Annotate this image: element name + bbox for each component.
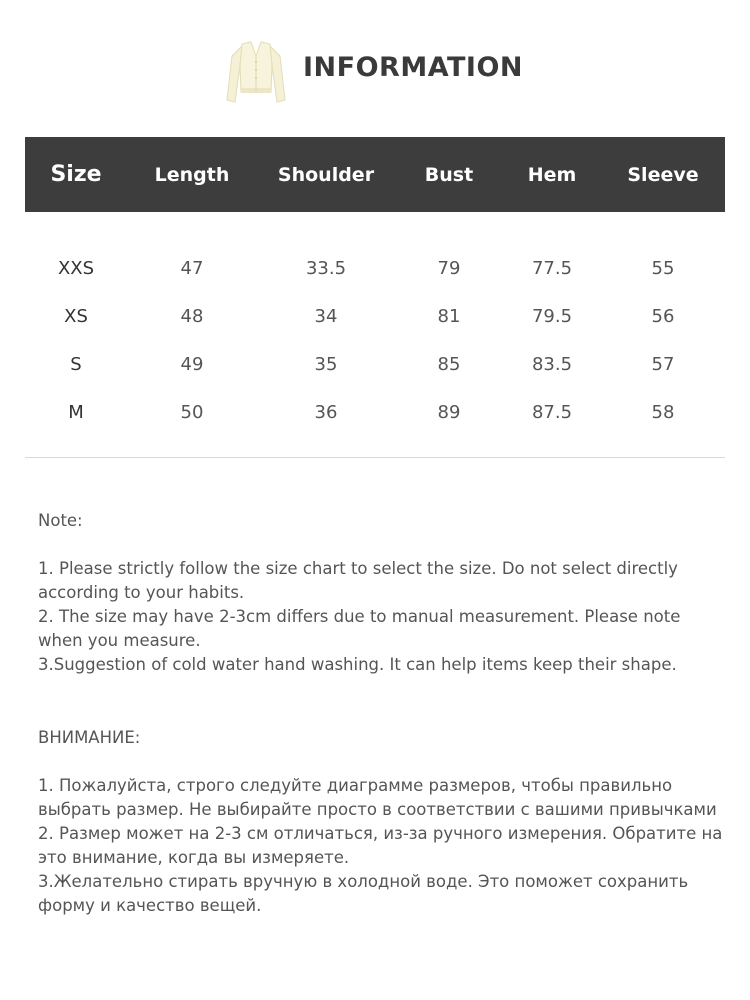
table-row bbox=[25, 340, 725, 388]
header bbox=[0, 30, 750, 110]
table-cell: 56 bbox=[651, 305, 675, 327]
table-cell: 35 bbox=[314, 353, 338, 375]
column-header-bust: Bust bbox=[424, 163, 474, 186]
table-cell: 89 bbox=[437, 401, 461, 423]
note-item: 2. Размер может на 2-3 см отличаться, из-за ручного измерения. Обратите на это внимание, когда вы измеряете. bbox=[38, 824, 723, 867]
table-cell: 55 bbox=[651, 257, 675, 279]
table-row bbox=[25, 244, 725, 292]
table-cell: 33.5 bbox=[305, 257, 347, 279]
table-cell: XS bbox=[64, 305, 88, 327]
notes-english bbox=[38, 509, 728, 677]
table-cell: 47 bbox=[180, 257, 204, 279]
table-cell: 49 bbox=[180, 353, 204, 375]
note-item: 3.Желательно стирать вручную в холодной воде. Это поможет сохранить форму и качество вещей. bbox=[38, 872, 689, 915]
column-header-sleeve: Sleeve bbox=[627, 163, 699, 186]
note-item: 3.Suggestion of cold water hand washing. It can help items keep their shape. bbox=[38, 655, 677, 674]
column-header-size: Size bbox=[50, 162, 102, 187]
column-header-shoulder: Shoulder bbox=[277, 163, 375, 186]
table-cell: 48 bbox=[180, 305, 204, 327]
note-item: 2. The size may have 2-3cm differs due to manual measurement. Please note when you measure. bbox=[38, 607, 681, 650]
table-cell: 34 bbox=[314, 305, 338, 327]
notes-heading: ВНИМАНИЕ: bbox=[38, 728, 141, 747]
table-cell: 50 bbox=[180, 401, 204, 423]
section-divider bbox=[25, 457, 725, 458]
note-item: 1. Пожалуйста, строго следуйте диаграмме размеров, чтобы правильно выбрать размер. Не выбирайте просто в соответствии с вашими привычками bbox=[38, 776, 717, 819]
table-body bbox=[25, 212, 725, 436]
notes-russian bbox=[38, 726, 728, 918]
table-cell: S bbox=[70, 353, 82, 375]
table-cell: 79 bbox=[437, 257, 461, 279]
table-cell: 87.5 bbox=[531, 401, 573, 423]
size-table bbox=[25, 137, 725, 436]
notes-heading: Note: bbox=[38, 511, 83, 530]
table-cell: 79.5 bbox=[531, 305, 573, 327]
column-header-hem: Hem bbox=[527, 163, 577, 186]
table-row bbox=[25, 388, 725, 436]
table-cell: XXS bbox=[57, 257, 95, 279]
page-title: INFORMATION bbox=[303, 52, 524, 83]
table-cell: 77.5 bbox=[531, 257, 573, 279]
table-cell: M bbox=[68, 401, 84, 423]
cardigan-icon bbox=[222, 36, 290, 110]
column-header-length: Length bbox=[154, 163, 230, 186]
table-header bbox=[25, 137, 725, 212]
table-cell: 81 bbox=[437, 305, 461, 327]
table-cell: 85 bbox=[437, 353, 461, 375]
table-cell: 57 bbox=[651, 353, 675, 375]
note-item: 1. Please strictly follow the size chart to select the size. Do not select directly according to your habits. bbox=[38, 559, 678, 602]
table-cell: 83.5 bbox=[531, 353, 573, 375]
table-row bbox=[25, 292, 725, 340]
table-cell: 36 bbox=[314, 401, 338, 423]
table-cell: 58 bbox=[651, 401, 675, 423]
